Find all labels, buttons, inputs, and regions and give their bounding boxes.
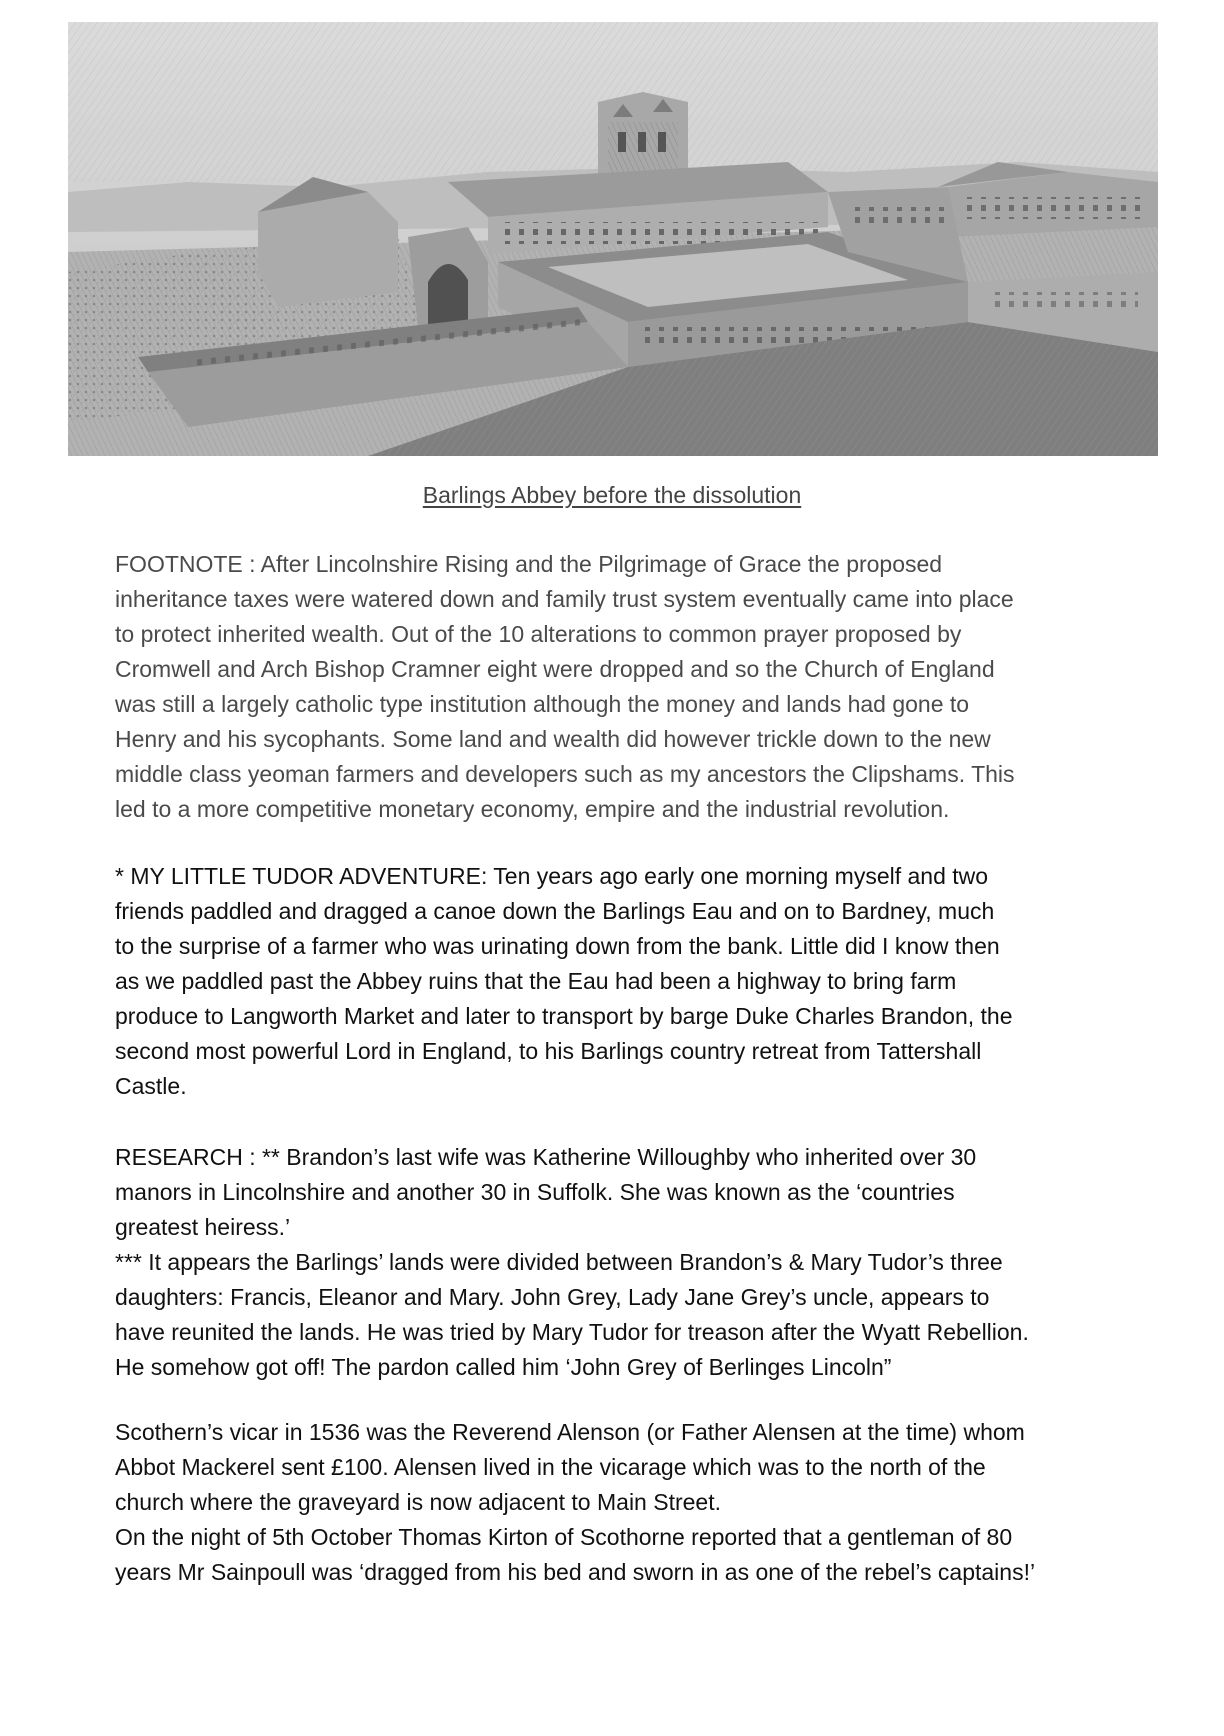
scothern-vicar-paragraph: Scothern’s vicar in 1536 was the Reverend Alenson (or Father Alensen at the time) whom Abbot Mackerel sent £100. Alensen lived in the vicarage which was to the north of the church where the graveyard is now adjacent to Main Street. On the night of 5th October Thomas Kirton of Scothorne reported that a gentleman of 80 years Mr Sainpoull was ‘dragged from his bed and sworn in as one of the rebel’s captains!’ (115, 1419, 1036, 1585)
tudor-adventure-paragraph: * MY LITTLE TUDOR ADVENTURE: Ten years ago early one morning myself and two friends paddled and dragged a canoe down the Barlings Eau and on to Bardney, much to the surprise of a farmer who was urinating down from the bank. Little did I know then as we paddled past the Abbey ruins that the Eau had been a highway to bring farm produce to Langworth Market and later to transport by barge Duke Charles Brandon, the second most powerful Lord in England, to his Barlings country retreat from Tattershall Castle. (115, 863, 1013, 1099)
image-caption: Barlings Abbey before the dissolution (422, 482, 802, 508)
research-paragraph: RESEARCH : ** Brandon’s last wife was Katherine Willoughby who inherited over 30 manors in Lincolnshire and another 30 in Suffolk. She was known as the ‘countries greatest heiress.’ *** It appears the Barlings’ lands were divided between Brandon’s & Mary Tudor’s three daughters: Francis, Eleanor and Mary. John Grey, Lady Jane Grey’s uncle, appears to have reunited the lands. He was tried by Mary Tudor for treason after the Wyatt Rebellion. He somehow got off! The pardon called him ‘John Grey of Berlinges Lincoln” (115, 1144, 1029, 1380)
abbey-engraving-image (68, 22, 1158, 456)
abbey-illustration (68, 22, 1158, 456)
footnote-paragraph: FOOTNOTE : After Lincolnshire Rising and the Pilgrimage of Grace the proposed inheritance taxes were watered down and family trust system eventually came into place to protect inherited wealth. Out of the 10 alterations to common prayer proposed by Cromwell and Arch Bishop Cramner eight were dropped and so the Church of England was still a largely catholic type institution although the money and lands had gone to Henry and his sycophants. Some land and wealth did however trickle down to the new middle class yeoman farmers and developers such as my ancestors the Clipshams. This led to a more competitive monetary economy, empire and the industrial revolution. (115, 551, 1015, 822)
